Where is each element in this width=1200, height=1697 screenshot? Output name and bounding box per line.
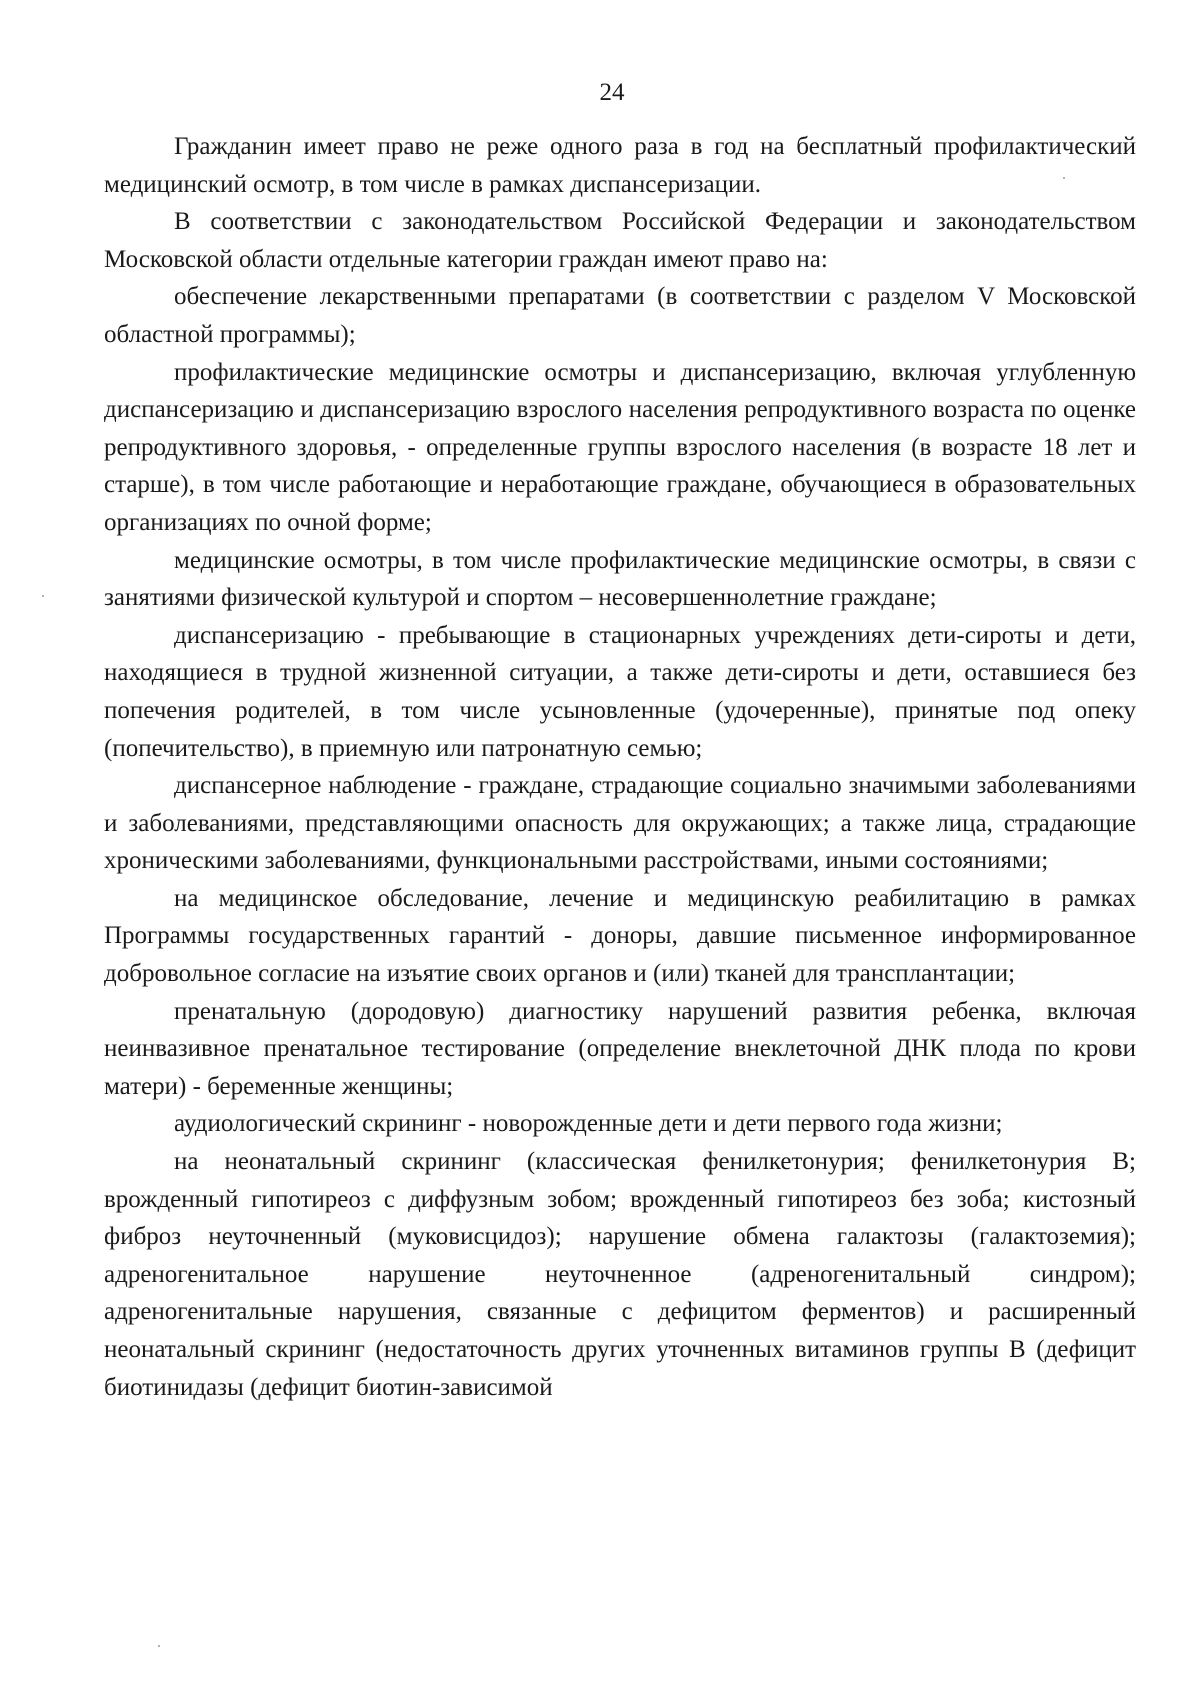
paragraph-organ-donors: на медицинское обследование, лечение и медицинскую реабилитацию в рамках Программы государственных гарантий - доноры, давшие письменное информированное добровольное согласие на изъятие своих органов и (или) тканей для трансплантации; — [104, 884, 1136, 988]
scan-speck — [1063, 177, 1065, 179]
paragraph-right-to-checkup: Гражданин имеет право не реже одного раза в год на бесплатный профилактический медицинский осмотр, в том числе в рамках диспансеризации. — [104, 133, 1136, 198]
paragraph-prenatal-diagnostics: пренатальную (дородовую) диагностику нарушений развития ребенка, включая неинвазивное пренатальное тестирование (определение внеклеточной ДНК плода по крови матери) - беременные женщины; — [104, 997, 1136, 1100]
page-number: 24 — [599, 79, 625, 106]
scan-speck — [42, 595, 44, 597]
scan-speck — [158, 1645, 160, 1647]
paragraph-orphans-dispensarization: диспансеризацию - пребывающие в стационарных учреждениях дети-сироты и дети, находящиеся в трудной жизненной ситуации, а также дети-сироты и дети, оставшиеся без попечения родителей, в том числе усыновленные (удочеренные), принятые под опеку (попечительство), в приемную или патронатную семью; — [104, 621, 1136, 762]
paragraph-sports-exams: медицинские осмотры, в том числе профилактические медицинские осмотры, в связи с занятиями физической культурой и спортом – несовершеннолетние граждане; — [104, 546, 1136, 612]
body-text — [104, 128, 1136, 1406]
paragraph-audiological-screening: аудиологический скрининг - новорожденные дети и дети первого года жизни; — [174, 1110, 1003, 1138]
paragraph-medication-supply: обеспечение лекарственными препаратами (в соответствии с разделом V Московской областной программы); — [104, 283, 1136, 348]
paragraph-preventive-exams: профилактические медицинские осмотры и диспансеризацию, включая углубленную диспансеризацию и диспансеризацию взрослого населения репродуктивного возраста по оценке репродуктивного здоровья, - определенные группы взрослого населения (в возрасте 18 лет и старше), в том числе работающие и неработающие граждане, обучающиеся в образовательных организациях по очной форме; — [104, 358, 1136, 536]
paragraph-dispensary-observation: диспансерное наблюдение - граждане, страдающие социально значимыми заболеваниями и заболеваниями, представляющими опасность для окружающих; а также лица, страдающие хроническими заболеваниями, функциональными расстройствами, иными состояниями; — [104, 772, 1136, 875]
paragraph-legal-basis: В соответствии с законодательством Российской Федерации и законодательством Московской области отдельные категории граждан имеют право на: — [104, 208, 1136, 273]
paragraph-neonatal-screening: на неонатальный скрининг (классическая фенилкетонурия; фенилкетонурия В; врожденный гипотиреоз с диффузным зобом; врожденный гипотиреоз без зоба; кистозный фиброз неуточненный (муковисцидоз); нарушение обмена галактозы (галактоземия); адреногенитальное нарушение неуточненное (адреногенитальный синдром); адреногенитальные нарушения, связанные с дефицитом ферментов) и расширенный неонатальный скрининг (недостаточность других уточненных витаминов группы В (дефицит биотинидазы (дефицит биотин-зависимой — [104, 1148, 1136, 1401]
